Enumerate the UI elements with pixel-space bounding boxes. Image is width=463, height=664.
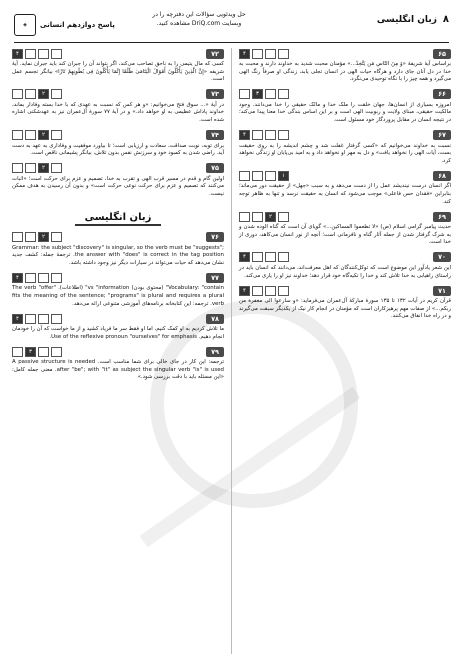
question-number: ۷۷: [206, 273, 224, 283]
question-header: [12, 313, 224, 324]
answer-option-box: [265, 171, 276, 181]
answer-option-box: [12, 232, 23, 242]
answer-option-box: [265, 252, 276, 262]
question-item: [239, 89, 451, 125]
correct-answer-box: ۲: [265, 212, 276, 222]
question-header: [12, 272, 224, 283]
question-explanation: در آیهٔ «... سوق فتح می‌خوانیم: «و هر کس که نسبت به عهدی که با خدا بسته وفادار بماند، خداوند پاداش عظیمی به او خواهد داد.» و در آیهٔ ۷۷ سورهٔ آل‌عمران نیز به عهدشکنی اشاره شده است.: [12, 101, 224, 123]
answer-option-box: [265, 286, 276, 296]
question-explanation: امروزه بسیاری از انسان‌ها، جهان خلقت را ملک خدا و مالک حقیقی را خدا می‌دانند. وجود مالکیت حقیقی، مبنای ولایت و ربوبیت الهی است و بر این اساس بندگی خدا معنا پیدا می‌کند؛ در نتیجه انسان در مقابل پروردگار خود مسئول است.: [239, 101, 451, 123]
answer-options: [12, 347, 62, 357]
answer-option-box: [51, 314, 62, 324]
answer-option-box: [278, 89, 289, 99]
question-number: ۷۱: [433, 286, 451, 296]
answer-option-box: [12, 347, 23, 357]
question-number: ۷۵: [206, 163, 224, 173]
column-divider: [231, 48, 232, 654]
subject-title: زبان انگلیسی: [376, 14, 437, 25]
answer-option-box: [25, 273, 36, 283]
answer-option-box: [252, 212, 263, 222]
answer-option-box: [12, 163, 23, 173]
answer-option-box: [38, 347, 49, 357]
correct-answer-box: ۴: [239, 252, 250, 262]
left-column-bottom: [12, 232, 224, 383]
left-column: [12, 48, 224, 387]
answer-option-box: [278, 286, 289, 296]
question-header: [239, 130, 451, 141]
answer-option-box: [25, 232, 36, 242]
question-explanation: براساس آیهٔ شریفهٔ «وَ مِنَ النّاسِ مَن یَتَّخِذُ...» مؤمنان محبت شدید به خداوند دارند و محبت به خدا در دل آنان جای دارد و هرگاه حیات الهی در انسان تجلی یابد، زندگی او صرفاً رنگ الهی می‌گیرد و همه چیز را با نگاه توحیدی می‌نگرد.: [239, 61, 451, 83]
correct-answer-box: ۴: [239, 130, 250, 140]
question-number: ۷۳: [206, 89, 224, 99]
answer-option-box: [265, 49, 276, 59]
question-header: [239, 170, 451, 181]
header-rule: [14, 42, 449, 43]
question-explanation: این شعر یادآور این موضوع است که توکل‌کنندگان که اهل معرفت‌اند، می‌دانند که انسان باید در راستای راهیابی به خدا تلاش کند و خدا را تکیه‌گاه خود قرار دهد؛ خداوند نیز او را یاری می‌کند.: [239, 264, 451, 279]
question-header: [12, 346, 224, 357]
correct-answer-box: ۲: [38, 89, 49, 99]
answer-options: [239, 49, 289, 59]
answer-option-box: [51, 130, 62, 140]
question-header: [239, 89, 451, 100]
question-explanation: حدیث پیامبر گرامی اسلام (ص) «لا تطعموا المساکین...» گویای آن است که گناه الوده شدن و به شرک گرفتار شدن از جمله آثار گناه و نافرمانی است؛ آنچه از نور انسان می‌کاهد، دوری از خدا است.: [239, 224, 451, 246]
question-item: [239, 211, 451, 247]
question-number: ۶۸: [433, 171, 451, 181]
answer-options: [239, 252, 289, 262]
answer-option-box: [278, 130, 289, 140]
question-item: [239, 285, 451, 321]
question-item: [239, 48, 451, 84]
header-center-note: [134, 10, 264, 28]
question-explanation: ما تلاش کردیم به او کمک کنیم، اما او فقط سر ما فریاد کشید و از ما خواست که آن را خودمان انجام دهیم. Use of the reflexive pronoun "ourselves" for emphasis.: [12, 326, 224, 340]
question-header: [12, 232, 224, 243]
section-title-text: زبان انگلیسی: [75, 212, 162, 226]
answer-option-box: [51, 89, 62, 99]
answer-option-box: [252, 171, 263, 181]
question-header: [12, 163, 224, 174]
header-note-line2[interactable]: وبسایت DriQ.com مشاهده کنید.: [156, 20, 242, 27]
answer-option-box: [51, 232, 62, 242]
answer-option-box: [265, 130, 276, 140]
answer-option-box: [239, 89, 250, 99]
question-header: [239, 48, 451, 59]
answer-options: [239, 286, 289, 296]
question-header: [12, 48, 224, 59]
right-column: [239, 48, 451, 326]
question-item: [239, 252, 451, 280]
correct-answer-box: ۴: [12, 273, 23, 283]
question-number: ۶۵: [433, 49, 451, 59]
question-item: [12, 48, 224, 84]
answer-option-box: [51, 163, 62, 173]
question-explanation: کسی که مال یتیمی را به ناحق تصاحب می‌کند، اگر بتواند آن را جبران کند باید جبران نماید. آیهٔ شریفه «إِنَّ الَّذِینَ یَأْکُلُونَ أَمْوَالَ الْیَتَامَیٰ ظُلْمًا إِنَّمَا یَأْکُلُونَ فِی بُطُونِهِمْ نَارًا» بیانگر تجسم عمل است.: [12, 61, 224, 83]
publisher-logo-icon: ◈: [14, 14, 36, 36]
answer-options: [12, 49, 62, 59]
question-header: [12, 89, 224, 100]
correct-answer-box: ۲: [38, 232, 49, 242]
question-header: [239, 252, 451, 263]
correct-answer-box: ۳: [25, 347, 36, 357]
question-number: ۷۲: [206, 49, 224, 59]
answer-option-box: [265, 89, 276, 99]
answer-option-box: [25, 130, 36, 140]
answer-options: [239, 212, 289, 222]
answer-options: [12, 273, 62, 283]
page-number: ۸: [442, 14, 449, 25]
question-explanation: قرآن کریم در آیات ۱۳۲ تا ۱۳۵ سورهٔ مبارکهٔ آل‌عمران می‌فرماید: «و سارعوا الی مغفرة من ربکم...» از صفات مهم پرهیزکاران است که مؤمنان در انجام کار نیک از یکدیگر سبقت می‌گیرند و در راه خدا انفاق می‌کنند.: [239, 298, 451, 320]
answer-option-box: [252, 286, 263, 296]
question-number: ۷۴: [206, 130, 224, 140]
page-header: [14, 8, 449, 42]
question-number: ۶۶: [433, 89, 451, 99]
header-note-line1: حل ویدئویی سؤالات این دفترچه را در: [152, 11, 246, 18]
question-number: ۷۰: [433, 252, 451, 262]
answer-options: [239, 130, 289, 140]
section-title-english: [12, 205, 224, 226]
answer-option-box: [278, 212, 289, 222]
question-number: ۷۶: [206, 232, 224, 242]
question-item: [12, 130, 224, 158]
question-number: ۷۹: [206, 347, 224, 357]
answer-option-box: [51, 273, 62, 283]
answer-option-box: [38, 273, 49, 283]
question-number: ۷۸: [206, 314, 224, 324]
answer-options: [12, 89, 62, 99]
answer-options: [12, 130, 62, 140]
correct-answer-box: ۴: [239, 49, 250, 59]
header-left: [14, 14, 115, 36]
question-explanation: Vocabulary: "contain" (محتوی بودن) vs "information" (اطلاعات). The verb "offer" fits the meaning of the sentence; "programs" is plural and requires a plural verb. ترجمه: این کتابخانه برنامه‌های آموزشی متنوعی ارائه می‌دهد.: [12, 285, 224, 307]
correct-answer-box: ۴: [12, 49, 23, 59]
answer-option-box: [239, 212, 250, 222]
question-item: [239, 130, 451, 166]
correct-answer-box: ۱: [278, 171, 289, 181]
answer-option-box: [12, 130, 23, 140]
answer-options: [12, 163, 62, 173]
answer-option-box: [25, 163, 36, 173]
answer-key-title: پاسخ دوازدهم انسانی: [40, 21, 115, 29]
question-item: [12, 163, 224, 199]
question-item: [12, 346, 224, 382]
answer-option-box: [239, 171, 250, 181]
question-explanation: نسبت به خداوند می‌خوانیم که «کسی گرفتار غفلت شد و چشم اندیشه را به روی حقیقت بست، آیات الهی را نخواهد یافت» و دل به مهر او نخواهد داد و به امید بی‌پایان او زندگی نخواهد کرد.: [239, 142, 451, 164]
question-item: [12, 232, 224, 268]
question-header: [239, 285, 451, 296]
answer-option-box: [38, 314, 49, 324]
answer-option-box: [278, 252, 289, 262]
answer-option-box: [252, 252, 263, 262]
question-number: ۶۷: [433, 130, 451, 140]
question-item: [12, 272, 224, 308]
correct-answer-box: ۴: [12, 314, 23, 324]
answer-options: [239, 171, 289, 181]
question-item: [12, 313, 224, 341]
header-right: [377, 14, 449, 25]
answer-option-box: [38, 49, 49, 59]
correct-answer-box: ۴: [239, 286, 250, 296]
question-item: [239, 170, 451, 206]
question-explanation: برای توبه، نوبت صداقت، سعادت و ارزیابی است؛ تا بیاورد موفقیت و وفاداری به عهد به دست آید. راضی شدن به کمبود خود و سرزنش نفس بدون تلاش، بیانگر پشیمانی ناقص است.: [12, 142, 224, 157]
answer-option-box: [25, 49, 36, 59]
left-column-top: [12, 48, 224, 199]
question-number: ۶۹: [433, 212, 451, 222]
answer-options: [12, 314, 62, 324]
answer-options: [239, 89, 289, 99]
question-explanation: Grammar: the subject "discovery" is singular, so the verb must be "suggests"; the answer with "does" is correct in the tag position. ترجمهٔ جمله: کشف جدید نشان می‌دهد که حیات می‌تواند در سیارات دیگر نیز وجود داشته باشد.: [12, 244, 224, 266]
correct-answer-box: ۲: [38, 163, 49, 173]
answer-option-box: [12, 89, 23, 99]
answer-option-box: [51, 347, 62, 357]
answer-option-box: [252, 130, 263, 140]
answer-option-box: [25, 89, 36, 99]
answer-option-box: [51, 49, 62, 59]
correct-answer-box: ۳: [252, 89, 263, 99]
question-header: [12, 130, 224, 141]
question-explanation: اگر انسان درست نیندیشد عمل را از دست می‌دهد و به سبب «جهل» از حقیقت دور می‌ماند؛ بنابراین «فقدان حس فاعلی» موجب می‌شود که انسان به حقیقت نرسد و تنها به ظاهر توجه کند.: [239, 183, 451, 205]
question-item: [12, 89, 224, 125]
answer-options: [12, 232, 62, 242]
answer-option-box: [278, 49, 289, 59]
answer-option-box: [25, 314, 36, 324]
question-explanation: اولین گام و قدم در مسیر قرب الهی و تقرب به خدا، تصمیم و عزم برای حرکت است؛ «اثبات می‌کنند که تصمیم و عزم برای حرکت نوعی حرکت است» و بدون آن رسیدن به هدف ممکن نیست.: [12, 175, 224, 197]
question-header: [239, 211, 451, 222]
question-explanation: ترجمه: این کار در جای خالی برای شما مناسب است. A passive structure is needed after "be"; with "it" as subject the singular verb "is" is used. معنی جمله کامل: «این مسئله باید با دقت بررسی شود.»: [12, 359, 224, 381]
correct-answer-box: ۲: [38, 130, 49, 140]
answer-option-box: [252, 49, 263, 59]
